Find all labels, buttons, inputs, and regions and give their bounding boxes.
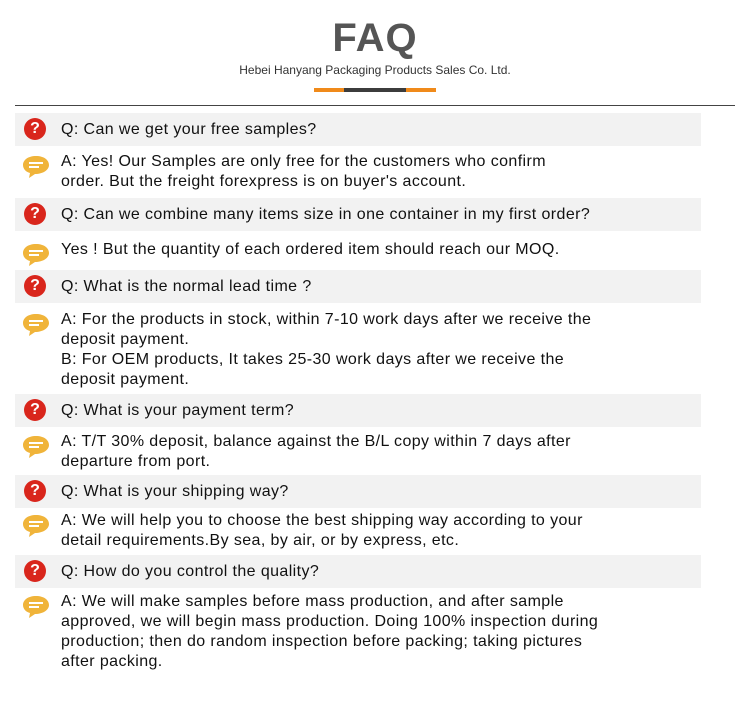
faq-header (0, 0, 750, 110)
company-name: Hebei Hanyang Packaging Products Sales Co. Ltd. (239, 63, 511, 77)
faq-answer: A: We will help you to choose the best shipping way according to your detail requirements.By sea, by air, or by express, etc. (61, 512, 583, 549)
page-title: FAQ (332, 16, 418, 60)
faq-answer: A: For the products in stock, within 7-10 work days after we receive the deposit payment. B: For OEM products, It takes 25-30 work days after we receive the deposit payment. (61, 311, 592, 388)
speech-bubble-icon (21, 154, 51, 180)
faq-question: Q: How do you control the quality? (61, 563, 320, 580)
faq-question-row (15, 113, 701, 146)
faq-question-row (15, 394, 701, 427)
faq-answer: A: Yes! Our Samples are only free for the customers who confirm order. But the freight forexpress is on buyer's account. (61, 153, 546, 190)
faq-question: Q: What is your payment term? (61, 402, 295, 419)
question-mark-icon: ? (24, 275, 46, 297)
title-underline-center (344, 88, 406, 92)
question-mark-icon: ? (24, 203, 46, 225)
faq-question-row (15, 475, 701, 508)
question-mark-icon: ? (24, 118, 46, 140)
speech-bubble-icon (21, 594, 51, 620)
faq-question-row (15, 555, 701, 588)
speech-bubble-icon (21, 242, 51, 268)
title-underline (314, 88, 436, 92)
faq-question: Q: What is your shipping way? (61, 483, 289, 500)
faq-answer: A: We will make samples before mass production, and after sample approved, we will begin mass production. Doing 100% inspection during production; then do random inspection before packing; taking pictures after packing. (61, 593, 599, 670)
question-mark-icon: ? (24, 560, 46, 582)
faq-answer: A: T/T 30% deposit, balance against the B/L copy within 7 days after departure from port. (61, 433, 571, 470)
faq-question: Q: Can we get your free samples? (61, 121, 317, 138)
faq-question-row (15, 270, 701, 303)
question-mark-icon: ? (24, 399, 46, 421)
speech-bubble-icon (21, 312, 51, 338)
speech-bubble-icon (21, 513, 51, 539)
faq-question: Q: Can we combine many items size in one container in my first order? (61, 206, 591, 223)
header-divider (15, 105, 735, 106)
speech-bubble-icon (21, 434, 51, 460)
faq-question-row (15, 198, 701, 231)
faq-answer: Yes ! But the quantity of each ordered item should reach our MOQ. (61, 241, 560, 258)
faq-question: Q: What is the normal lead time ? (61, 278, 312, 295)
question-mark-icon: ? (24, 480, 46, 502)
